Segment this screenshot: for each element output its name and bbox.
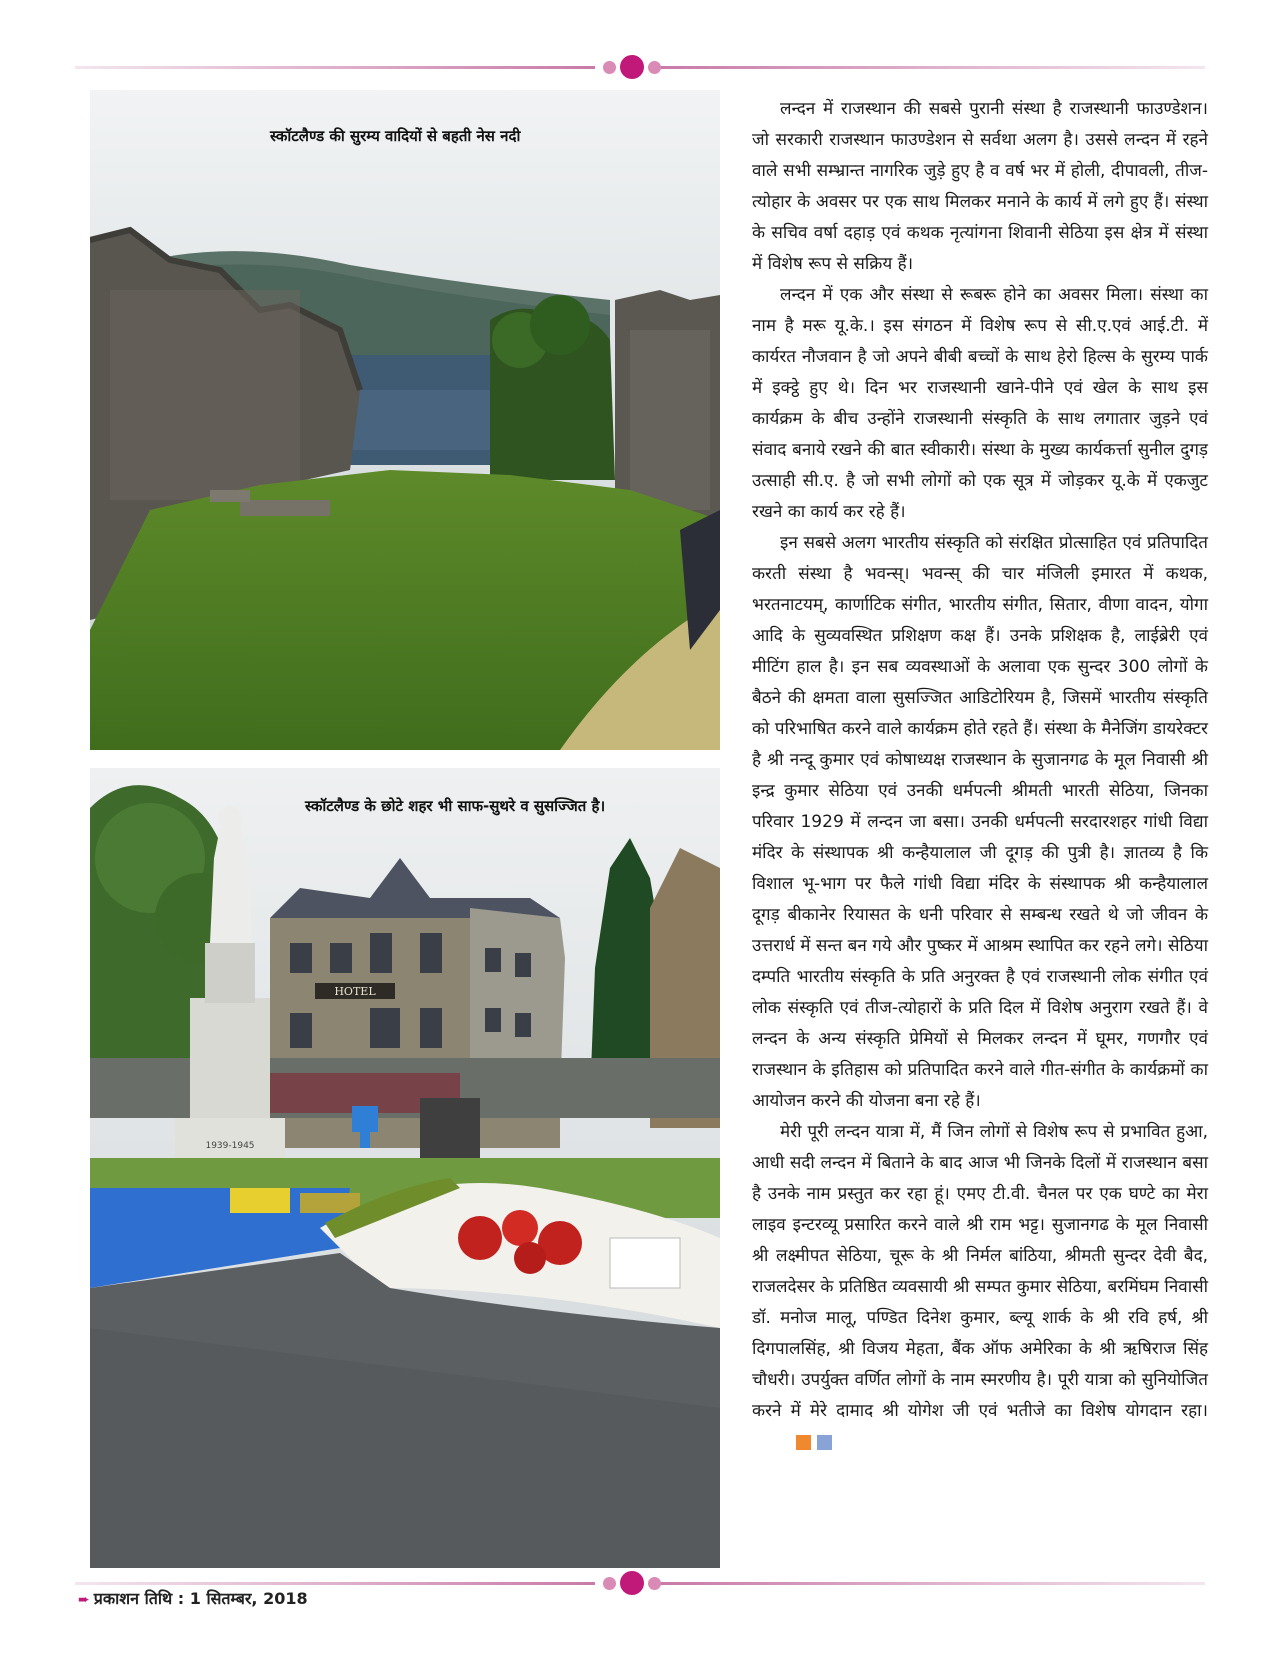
divider-dot-icon xyxy=(648,1577,661,1590)
publication-date: प्रकाशन तिथि : 1 सितम्बर, 2018 xyxy=(93,1589,308,1608)
divider-dot-icon xyxy=(620,1571,644,1595)
divider-dot-icon xyxy=(648,61,661,74)
article-body xyxy=(752,94,1208,1459)
scotland-town-photo xyxy=(90,768,720,1568)
page-footer xyxy=(78,1587,308,1609)
divider-dot-icon xyxy=(603,61,616,74)
orange-square-icon xyxy=(796,1435,811,1450)
article-paragraph: लन्दन में एक और संस्था से रूबरू होने का अवसर मिला। संस्था का नाम है मरू यू.के.। इस संगठन में विशेष रूप से सी.ए.एवं आई.टी. में कार्यरत नौजवान है जो अपने बीबी बच्चों के साथ हेरो हिल्स के सुरम्य पार्क में इक्ट्ठे हुए थे। दिन भर राजस्थानी खाने-पीने एवं खेल के साथ इस कार्यक्रम के बीच उन्होंने राजस्थानी संस्कृति के साथ लगातार जुड़ने एवं संवाद बनाये रखने की बात स्वीकारी। संस्था के मुख्य कार्यकर्त्ता सुनील दुगड़ उत्साही सी.ए. है जो सभी लोगों को एक सूत्र में जोड़कर यू.के में एकजुट रखने का कार्य कर रहे हैं। xyxy=(752,285,1208,522)
divider-dot-icon xyxy=(603,1577,616,1590)
end-mark-icon xyxy=(762,1427,832,1458)
article-paragraph: लन्दन में राजस्थान की सबसे पुरानी संस्था है राजस्थानी फाउण्डेशन। जो सरकारी राजस्थान फाउण्डेशन से सर्वथा अलग है। उससे लन्दन में रहने वाले सभी सम्भ्रान्त नागरिक जुड़े हुए है व वर्ष भर में होली, दीपावली, तीज-त्योहार के अवसर पर एक साथ मिलकर मनाने के कार्य में लगे हुए हैं। संस्था के सचिव वर्षा दहाड़ एवं कथक नृत्यांगना शिवानी सेठिया इस क्षेत्र में संस्था में विशेष रूप से सक्रिय हैं। xyxy=(752,99,1208,274)
top-divider-left xyxy=(75,66,595,69)
article-paragraph: इन सबसे अलग भारतीय संस्कृति को संरक्षित प्रोत्साहित एवं प्रतिपादित करती संस्था है भवन्स्। भवन्स् की चार मंजिली इमारत में कथक, भरतनाटयम्, कार्णाटिक संगीत, भारतीय संगीत, सितार, वीणा वादन, योगा आदि के सुव्यवस्थित प्रशिक्षण कक्ष हैं। उनके प्रशिक्षक है, लाईब्रेरी एवं मीटिंग हाल है। इन सब व्यवस्थाओं के अलावा एक सुन्दर 300 लोगों के बैठने की क्षमता वाला सुसज्जित आडिटोरियम है, जिसमें भारतीय संस्कृति को परिभाषित करने वाले कार्यक्रम होते रहते हैं। संस्था के मैनेजिंग डायरेक्टर है श्री नन्दू कुमार एवं कोषाध्यक्ष राजस्थान के सुजानगढ के मूल निवासी श्री इन्द्र कुमार सेठिया एवं उनकी धर्मपत्नी श्रीमती भारती सेठिया, जिनका परिवार 1929 में लन्दन जा बसा। उनकी धर्मपत्नी सरदारशहर गांधी विद्या मंदिर के संस्थापक श्री कन्हैयालाल जी दूगड़ की पुत्री है। ज्ञातव्य है कि विशाल भू-भाग पर फैले गांधी विद्या मंदिर के संस्थापक श्री कन्हैयालाल दूगड़ बीकानेर रियासत के धनी परिवार से सम्बन्ध रखते थे जो जीवन के उत्तरार्ध में सन्त बन गये और पुष्कर में आश्रम स्थापित कर रहने लगे। सेठिया दम्पति भारतीय संस्कृति के प्रति अनुरक्त है एवं राजस्थानी लोक संगीत एवं लोक संस्कृति एवं तीज-त्योहारों के प्रति दिल में विशेष अनुराग रखते हैं। वे लन्दन के अन्य संस्कृति प्रेमियों से मिलकर लन्दन में घूमर, गणगौर एवं राजस्थान के इतिहास को प्रतिपादित करने वाले गीत-संगीत के कार्यक्रमों का आयोजन करने की योजना बना रहे हैं। xyxy=(752,533,1208,1111)
top-divider-right xyxy=(660,66,1205,69)
blue-square-icon xyxy=(817,1435,832,1450)
town-square-image xyxy=(90,768,720,1568)
loch-ness-photo xyxy=(90,90,720,750)
article-paragraph-text: मेरी पूरी लन्दन यात्रा में, मैं जिन लोगों से विशेष रूप से प्रभावित हुआ, आधी सदी लन्दन में बिताने के बाद आज भी जिनके दिलों में राजस्थान बसा है उनके नाम प्रस्तुत कर रहा हूं। एमए टी.वी. चैनल पर एक घण्टे का मेरा लाइव इन्टरव्यू प्रसारित करने वाले श्री राम भट्ट। सुजानगढ के मूल निवासी श्री लक्ष्मीपत सेठिया, चूरू के श्री निर्मल बांठिया, श्रीमती सुन्दर देवी बैद, राजलदेसर के प्रतिष्ठित व्यवसायी श्री सम्पत कुमार सेठिया, बरमिंघम निवासी डॉ. मनोज मालू, पण्डित दिनेश कुमार, ब्ल्यू शार्क के श्री रवि हर्ष, श्री दिगपालसिंह, श्री विजय मेहता, बैंक ऑफ अमेरिका के श्री ऋषिराज सिंह चौधरी। उपर्युक्त वर्णित लोगों के नाम स्मरणीय है। पूरी यात्रा को सुनियोजित करने में मेरे दामाद श्री योगेश जी एवं भतीजे का विशेष योगदान रहा। xyxy=(752,1122,1208,1421)
divider-dot-icon xyxy=(620,55,644,79)
memorial-plaque: 1939-1945 xyxy=(205,1141,255,1151)
bottom-divider-left xyxy=(75,1582,595,1585)
photo-caption: स्कॉटलैण्ड के छोटे शहर भी साफ-सुथरे व सुसज्जित है। xyxy=(305,797,606,815)
loch-ness-image xyxy=(90,90,720,750)
article-paragraph-last xyxy=(752,1117,1208,1459)
hotel-sign: HOTEL xyxy=(334,985,376,998)
photo-caption: स्कॉटलैण्ड की सुरम्य वादियों से बहती नेस नदी xyxy=(270,127,521,145)
bottom-divider-right xyxy=(660,1582,1205,1585)
arrow-icon: ➨ xyxy=(78,1592,90,1608)
